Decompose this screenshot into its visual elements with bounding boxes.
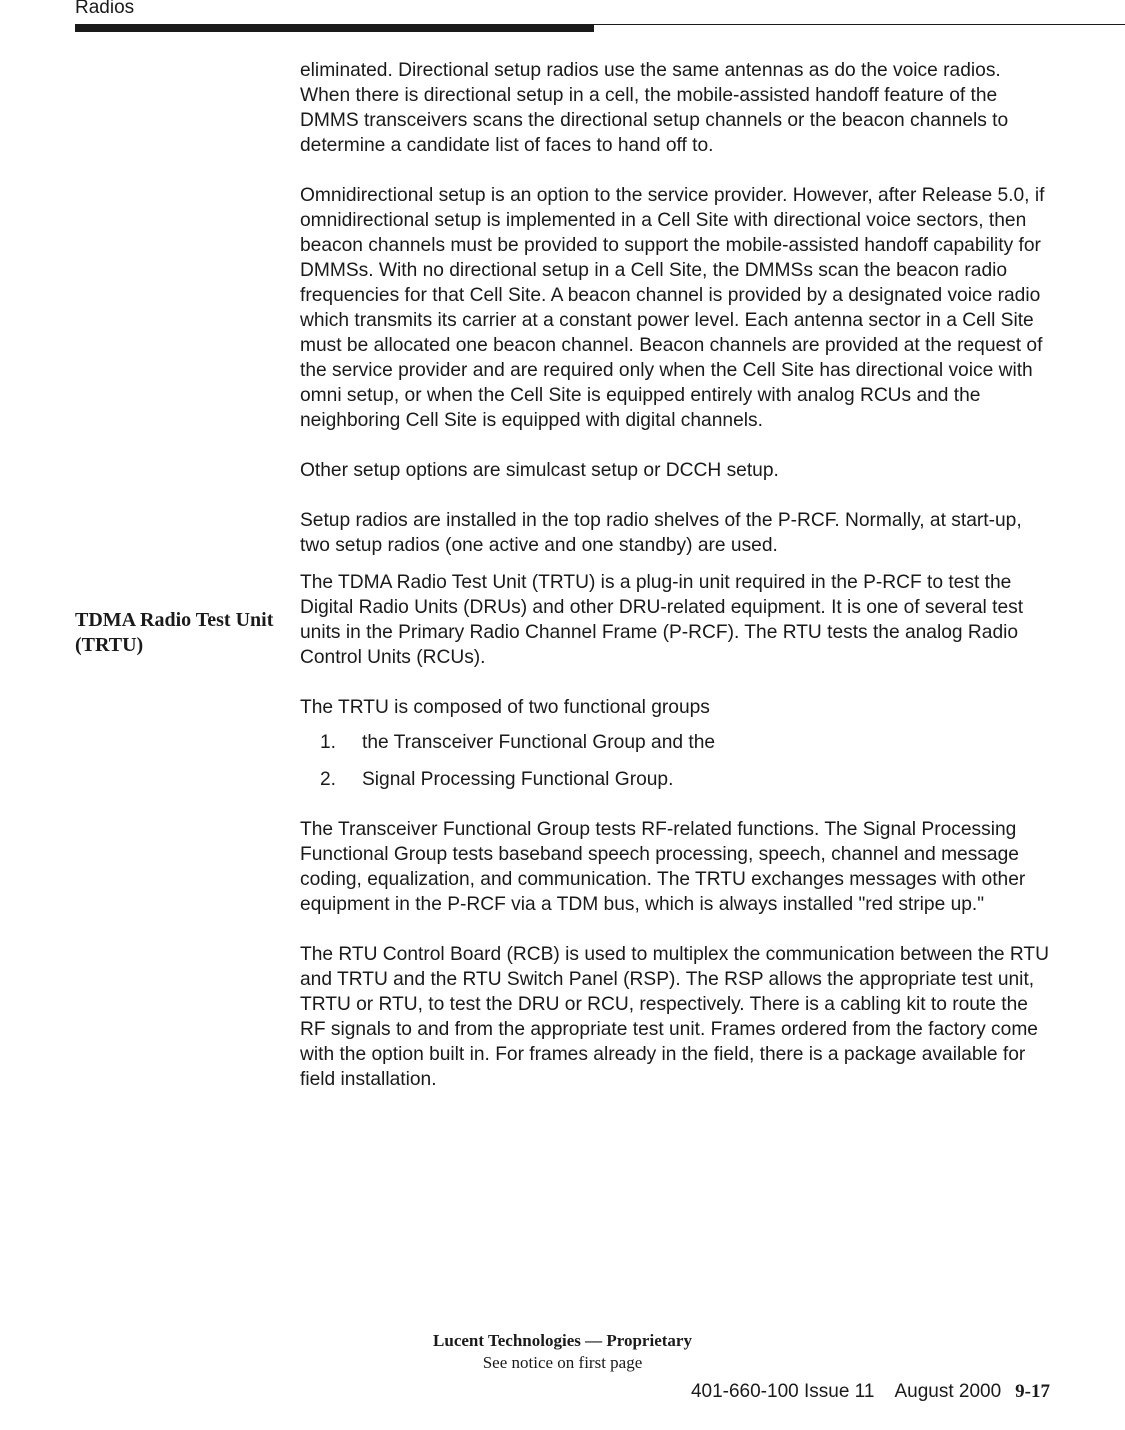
footer-doc-info — [691, 1381, 1050, 1403]
paragraph: eliminated. Directional setup radios use the same antennas as do the voice radios. When there is directional setup in a cell, the mobile-assisted handoff feature of the DMMS transceivers scans the directional setup channels or the beacon channels to determine a candidate list of faces to hand off to. — [300, 60, 1009, 156]
list-item-number: 1. — [320, 732, 337, 753]
header-title: Radios — [75, 0, 135, 18]
footer-company: Lucent Technologies — Proprietary — [433, 1331, 692, 1350]
paragraph: Other setup options are simulcast setup or DCCH setup. — [300, 460, 779, 481]
list-item-text: the Transceiver Functional Group and the — [362, 732, 716, 753]
paragraph: The TRTU is composed of two functional groups — [300, 697, 710, 718]
list-item — [300, 730, 1052, 755]
paragraph: Setup radios are installed in the top radio shelves of the P-RCF. Normally, at start-up, two setup radios (one active and one standby) are used. — [300, 510, 1022, 556]
header-rule-accent — [75, 24, 594, 32]
section-heading: TDMA Radio Test Unit (TRTU) — [75, 609, 274, 656]
page-number: 9-17 — [1015, 1381, 1050, 1402]
paragraph: Omnidirectional setup is an option to the service provider. However, after Release 5.0, if omnidirectional setup is implemented in a Cell Site with directional voice sectors, then beacon channels must be provided to support the mobile-assisted handoff capability for DMMSs. With no directional setup in a Cell Site, the DMMSs scan the beacon radio frequencies for that Cell Site. A beacon channel is provided by a designated voice radio which transmits its carrier at a constant power level. Each antenna sector in a Cell Site must be allocated one beacon channel. Beacon channels are provided at the request of the service provider and are required only when the Cell Site has directional voice with omni setup, or when the Cell Site is equipped entirely with analog RCUs and the neighboring Cell Site is equipped with digital channels. — [300, 185, 1045, 431]
paragraph: The Transceiver Functional Group tests RF-related functions. The Signal Processing Functional Group tests baseband speech processing, speech, channel and message coding, equalization, and communication. The TRTU exchanges messages with other equipment in the P-RCF via a TDM bus, which is always installed "red stripe up." — [300, 819, 1026, 915]
functional-groups-list — [300, 730, 1052, 792]
list-item-number: 2. — [320, 769, 337, 790]
list-item-text: Signal Processing Functional Group. — [362, 769, 674, 790]
paragraph: The RTU Control Board (RCB) is used to multiplex the communication between the RTU and TRTU and the RTU Switch Panel (RSP). The RSP allows the appropriate test unit, TRTU or RTU, to test the DRU or RCU, respectively. There is a cabling kit to route the RF signals to and from the appropriate test unit. Frames ordered from the factory come with the option built in. For frames already in the field, there is a package available for field installation. — [300, 944, 1049, 1090]
list-item — [300, 767, 1052, 792]
paragraph: The TDMA Radio Test Unit (TRTU) is a plug-in unit required in the P-RCF to test the Digital Radio Units (DRUs) and other DRU-related equipment. It is one of several test units in the Primary Radio Channel Frame (P-RCF). The RTU tests the analog Radio Control Units (RCUs). — [300, 572, 1024, 668]
doc-id: 401-660-100 Issue 11 August 2000 — [690, 1381, 1002, 1402]
footer-notice: See notice on first page — [482, 1353, 643, 1372]
body-text — [300, 58, 1052, 1092]
